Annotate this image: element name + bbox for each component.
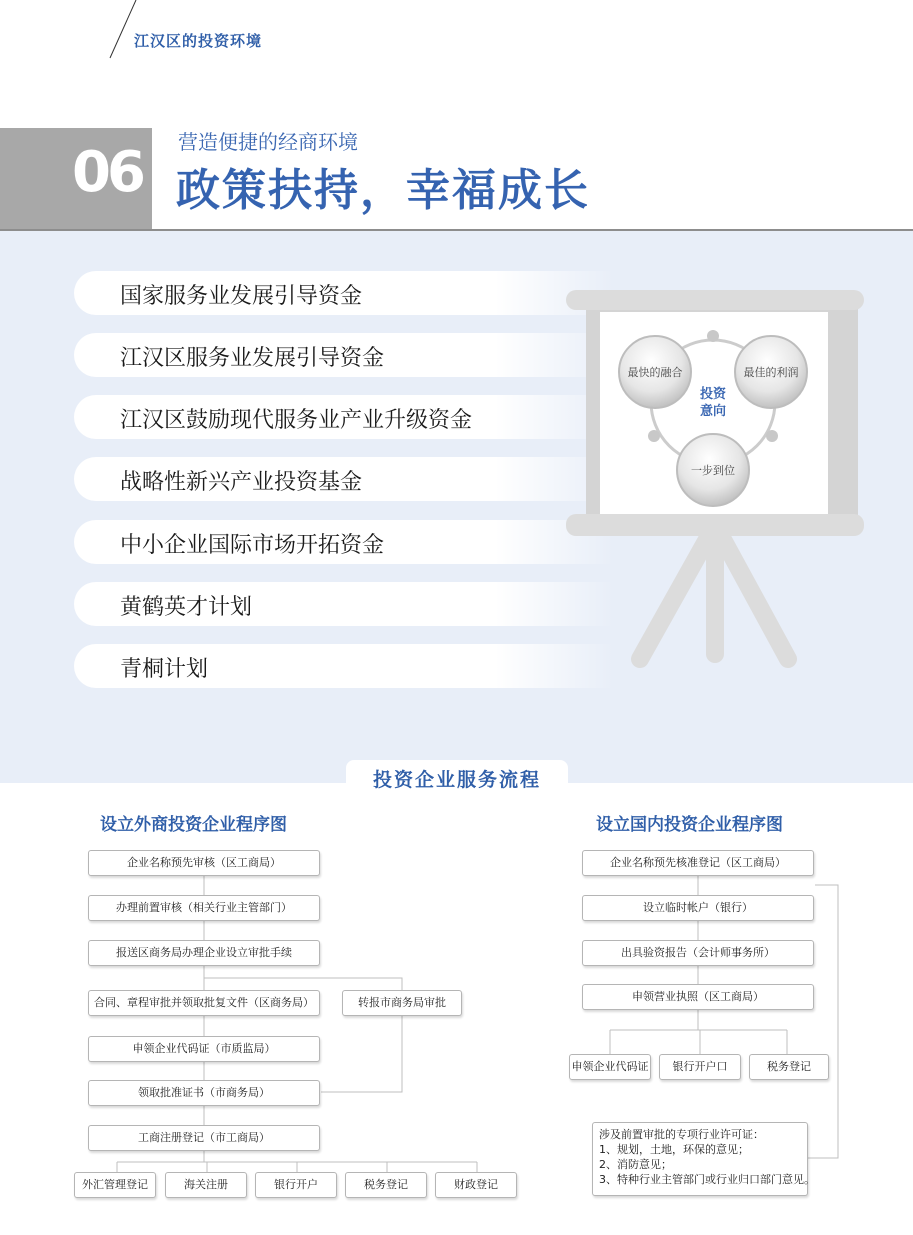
fund-label: 中小企业国际市场开拓资金 — [120, 533, 385, 558]
foreign-final-node: 财政登记 — [435, 1172, 517, 1198]
fund-label: 国家服务业发展引导资金 — [120, 284, 363, 309]
domestic-final-node: 银行开户口 — [659, 1054, 741, 1080]
domestic-final-node: 申领企业代码证 — [569, 1054, 651, 1080]
foreign-step-node: 转报市商务局审批 — [342, 990, 462, 1016]
circle-label: 最佳的利润 — [743, 366, 799, 379]
header-title: 江汉区的投资环境 — [134, 32, 263, 50]
fund-label: 青桐计划 — [120, 657, 209, 682]
circle-label: 一步到位 — [691, 464, 735, 477]
fund-label: 黄鹤英才计划 — [120, 595, 253, 620]
foreign-final-node: 海关注册 — [165, 1172, 247, 1198]
note-line: 涉及前置审批的专项行业许可证： — [599, 1128, 764, 1141]
note-line: 2、消防意见； — [599, 1158, 672, 1171]
foreign-final-node: 银行开户 — [255, 1172, 337, 1198]
foreign-step-node: 领取批准证书（市商务局） — [88, 1080, 320, 1106]
foreign-step-node: 合同、章程审批并领取批复文件（区商务局） — [88, 990, 320, 1016]
fund-label: 江汉区服务业发展引导资金 — [120, 346, 385, 371]
circle-label: 最快的融合 — [627, 366, 683, 379]
section-subtitle: 营造便捷的经商环境 — [178, 130, 358, 154]
note-line: 3、特种行业主管部门或行业归口部门意见。 — [599, 1173, 815, 1186]
domestic-step-node: 出具验资报告（会计师事务所） — [582, 940, 814, 966]
domestic-step-node: 企业名称预先核准登记（区工商局） — [582, 850, 814, 876]
domestic-final-node: 税务登记 — [749, 1054, 829, 1080]
domestic-step-node: 申领营业执照（区工商局） — [582, 984, 814, 1010]
foreign-final-node: 税务登记 — [345, 1172, 427, 1198]
center-label-line1: 投资 — [699, 387, 727, 402]
foreign-step-node: 申领企业代码证（市质监局） — [88, 1036, 320, 1062]
foreign-step-node: 企业名称预先审核（区工商局） — [88, 850, 320, 876]
center-label-line2: 意向 — [699, 404, 727, 419]
foreign-final-node: 外汇管理登记 — [74, 1172, 156, 1198]
foreign-step-node: 工商注册登记（市工商局） — [88, 1125, 320, 1151]
domestic-step-node: 设立临时帐户（银行） — [582, 895, 814, 921]
foreign-chart-title: 设立外商投资企业程序图 — [100, 815, 287, 835]
section-number: 06 — [72, 140, 142, 205]
process-banner-label: 投资企业服务流程 — [372, 769, 541, 791]
fund-label: 战略性新兴产业投资基金 — [120, 470, 363, 495]
foreign-step-node: 办理前置审核（相关行业主管部门） — [88, 895, 320, 921]
fund-label: 江汉区鼓励现代服务业产业升级资金 — [120, 408, 473, 433]
note-line: 1、规划，土地，环保的意见； — [599, 1143, 749, 1156]
prerequisite-note — [592, 1122, 815, 1196]
section-title: 政策扶持，幸福成长 — [176, 165, 590, 216]
domestic-chart-title: 设立国内投资企业程序图 — [596, 815, 783, 835]
foreign-step-node: 报送区商务局办理企业设立审批手续 — [88, 940, 320, 966]
